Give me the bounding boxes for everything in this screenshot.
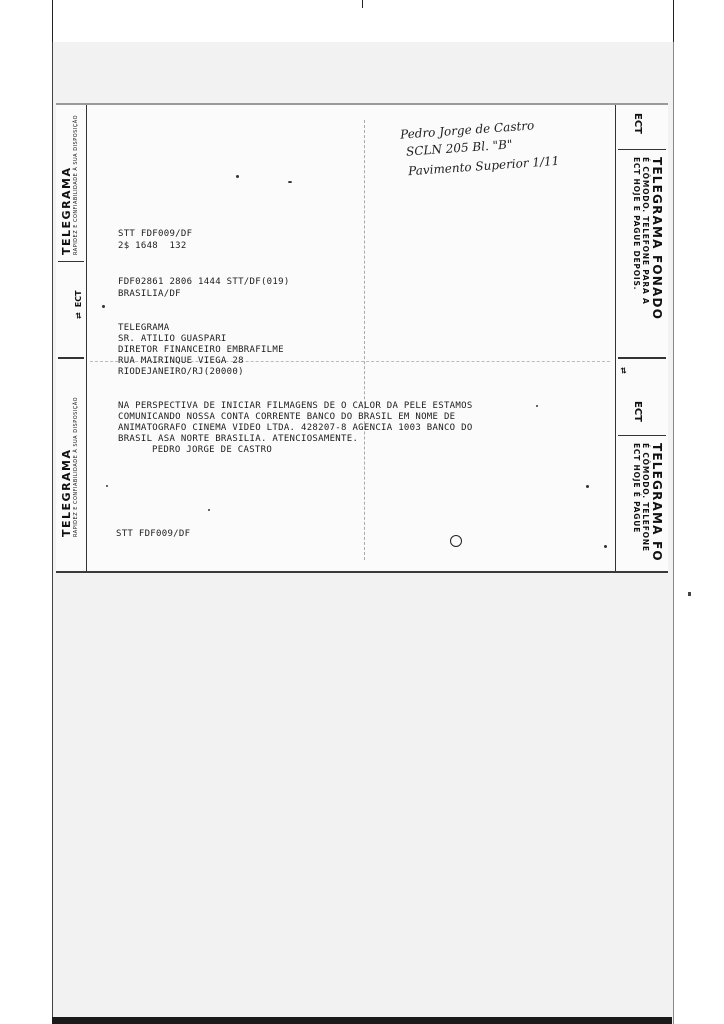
- right-strip-line1-upper: É CÔMODO. TELEFONE PARA A: [641, 157, 650, 305]
- right-brand-strip: [615, 105, 668, 571]
- right-strip-lower-block: [632, 443, 664, 562]
- telegram-header-line: 2$ 1648 132: [118, 241, 187, 251]
- right-strip-ect-lower: ECT: [632, 401, 643, 422]
- right-strip-divider: [618, 149, 666, 150]
- right-strip-divider: [618, 357, 666, 359]
- left-strip-brand-lower: TELEGRAMA: [60, 448, 73, 537]
- punch-hole: [450, 535, 462, 547]
- ect-logo-icon: ⇄: [619, 367, 628, 374]
- scan-speck: [102, 305, 105, 308]
- scan-bottom-edge: [52, 1017, 672, 1024]
- telegram-footer-line: STT FDF009/DF: [116, 529, 191, 539]
- left-strip-ect: ECT: [74, 290, 83, 308]
- address-line: DIRETOR FINANCEIRO EMBRAFILME: [118, 345, 284, 355]
- address-line: SR. ATILIO GUASPARI: [118, 334, 227, 344]
- right-strip-title-upper: TELEGRAMA FONADO: [650, 157, 664, 321]
- scan-speck: [586, 485, 589, 488]
- right-strip-line1-lower: É CÔMODO. TELEFONE: [641, 443, 650, 552]
- right-strip-line2-lower: ECT HOJE É PAGUE: [632, 443, 641, 534]
- right-strip-ect-logo: [617, 367, 636, 374]
- message-signature: PEDRO JORGE DE CASTRO: [152, 445, 273, 455]
- address-line: RIODEJANEIRO/RJ(20000): [118, 367, 244, 377]
- scan-speck: [604, 545, 607, 548]
- left-strip-ect-block: [66, 290, 85, 319]
- handwritten-name: Pedro Jorge de Castro: [399, 118, 535, 142]
- scan-speck: [688, 592, 691, 596]
- telegram-header-line: STT FDF009/DF: [118, 229, 193, 239]
- scan-center-mark: [362, 0, 363, 8]
- telegram-form: [56, 103, 668, 573]
- right-strip-upper-block: [632, 157, 664, 320]
- left-brand-strip: [56, 105, 87, 571]
- scan-speck: [106, 485, 108, 487]
- right-strip-title-lower: TELEGRAMA FO: [650, 443, 664, 562]
- right-strip-line2-upper: ECT HOJE E PAGUE DEPOIS.: [632, 157, 641, 291]
- scan-top-margin: [52, 0, 674, 42]
- left-strip-brand-upper: TELEGRAMA: [60, 166, 73, 255]
- handwritten-floor: Pavimento Superior 1/11: [407, 153, 560, 179]
- telegram-routing-line: FDF02861 2806 1444 STT/DF(019): [118, 277, 290, 287]
- handwritten-address: SCLN 205 Bl. "B": [405, 137, 513, 159]
- scan-speck: [208, 509, 210, 511]
- address-line: RUA MAIRINQUE VIEGA 28: [118, 356, 244, 366]
- left-strip-tagline-upper: RAPIDEZ E CONFIABILIDADE À SUA DISPOSIÇÃO: [73, 114, 79, 255]
- address-line: TELEGRAMA: [118, 323, 170, 333]
- fold-line-vertical: [364, 120, 365, 560]
- left-strip-upper-block: [60, 115, 79, 255]
- left-strip-lower-block: [60, 397, 79, 537]
- left-strip-divider: [58, 261, 84, 262]
- message-body-line: BRASIL ASA NORTE BRASILIA. ATENCIOSAMENTE.: [118, 434, 359, 444]
- message-body-line: NA PERSPECTIVA DE INICIAR FILMAGENS DE O CALOR DA PELE ESTAMOS: [118, 401, 473, 411]
- left-strip-tagline-lower: RAPIDEZ E CONFIABILIDADE À SUA DISPOSIÇÃO: [73, 396, 79, 537]
- ect-logo-icon: ⇄: [74, 312, 83, 319]
- telegram-routing-line: BRASILIA/DF: [118, 289, 181, 299]
- scan-speck: [536, 405, 538, 407]
- right-strip-ect-upper: ECT: [632, 113, 643, 134]
- scan-speck: [236, 175, 239, 178]
- right-strip-divider: [618, 435, 666, 436]
- message-body-line: ANIMATOGRAFO CINEMA VIDEO LTDA. 428207-8 AGENCIA 1003 BANCO DO: [118, 423, 473, 433]
- message-body-line: COMUNICANDO NOSSA CONTA CORRENTE BANCO DO BRASIL EM NOME DE: [118, 412, 456, 422]
- left-strip-divider: [58, 357, 84, 359]
- scan-speck: [288, 181, 292, 183]
